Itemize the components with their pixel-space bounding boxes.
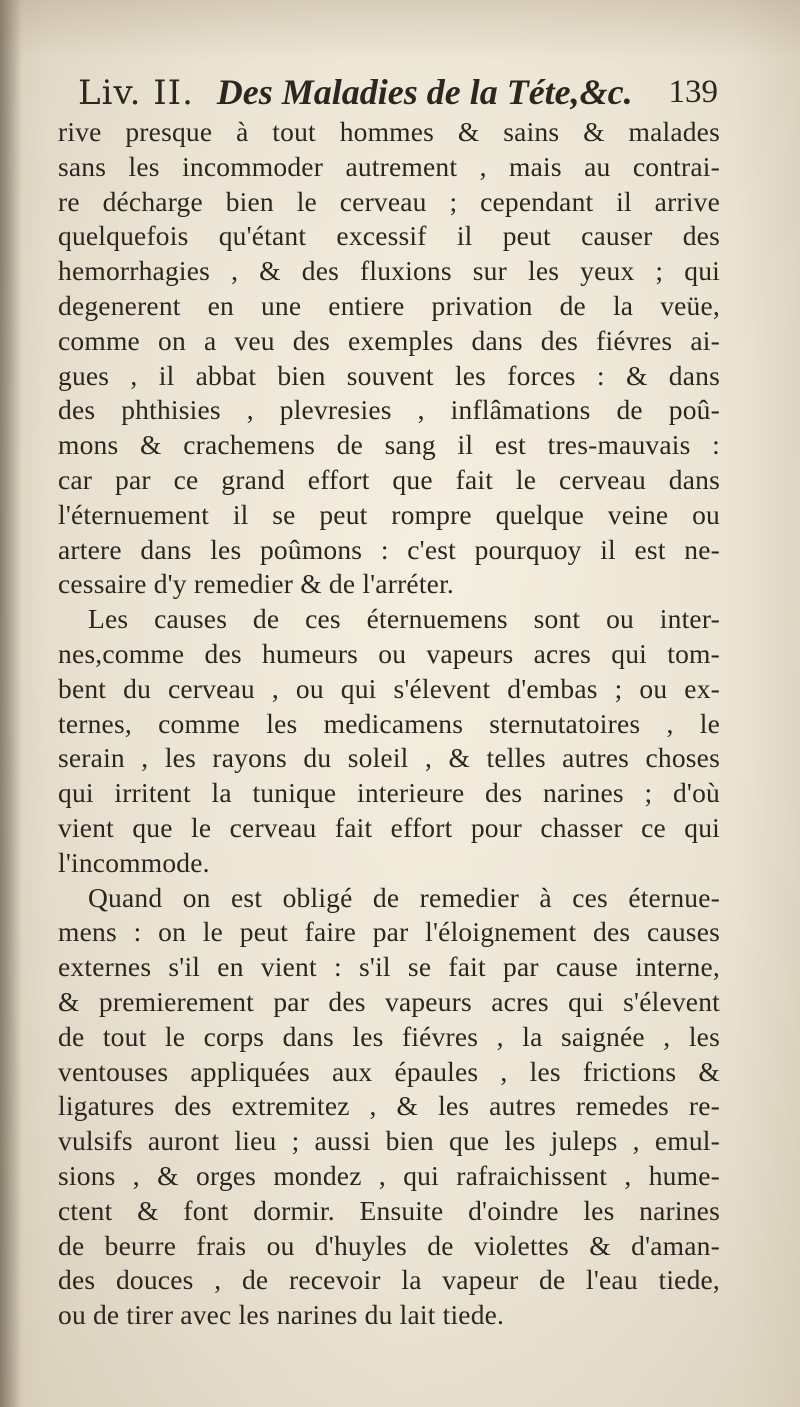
text-line: re décharge bien le cerveau ; cependant il arrive <box>58 185 720 217</box>
text-line: sans les incommoder autrement , mais au contrai- <box>58 150 720 182</box>
text-line: des douces , de recevoir la vapeur de l'eau tiede, <box>58 1264 720 1296</box>
text-line: ctent & font dormir. Ensuite d'oindre les narines <box>58 1194 720 1226</box>
text-line: cessaire d'y remedier & de l'arréter. <box>58 568 454 600</box>
text-line: de tout le corps dans les fiévres , la saignée , les <box>58 1020 720 1052</box>
text-line: de beurre frais ou d'huyles de violettes & d'aman- <box>58 1229 720 1261</box>
page-number: 139 <box>668 74 718 110</box>
text-line: hemorrhagies , & des fluxions sur les yeux ; qui <box>58 255 720 287</box>
text-line: rive presque à tout hommes & sains & malades <box>58 116 720 147</box>
text-line: quelquefois qu'étant excessif il peut causer des <box>58 220 720 252</box>
body-text <box>58 115 720 1333</box>
text-line: sions , & orges mondez , qui rafraichissent , hume- <box>58 1159 720 1191</box>
text-line: qui irritent la tunique interieure des narines ; d'où <box>58 777 720 809</box>
text-line: vient que le cerveau fait effort pour chasser ce qui <box>58 811 720 843</box>
text-line: serain , les rayons du soleil , & telles autres choses <box>58 742 720 774</box>
text-line: gues , il abbat bien souvent les forces : & dans <box>58 359 720 391</box>
text-line: mens : on le peut faire par l'éloignement des causes <box>58 916 720 948</box>
page-header <box>78 66 718 118</box>
page-stain <box>0 0 800 60</box>
paragraph <box>58 602 720 880</box>
book-number: Liv. II. <box>78 73 194 113</box>
text-line: bent du cerveau , ou qui s'élevent d'embas ; ou ex- <box>58 672 720 704</box>
paragraph <box>58 881 720 1333</box>
text-line: ligatures des extremitez , & les autres remedes re- <box>58 1090 720 1122</box>
text-line: mons & crachemens de sang il est tres-mauvais : <box>58 429 720 461</box>
text-line: Les causes de ces éternuemens sont ou inter- <box>88 603 720 635</box>
running-title: Des Maladies de la Téte,&c. <box>216 72 633 112</box>
text-line: externes s'il en vient : s'il se fait par cause interne, <box>58 951 720 983</box>
text-line: Quand on est obligé de remedier à ces éternue- <box>88 881 720 913</box>
text-line: ventouses appliquées aux épaules , les frictions & <box>58 1055 720 1087</box>
text-line: comme on a veu des exemples dans des fiévres ai- <box>58 324 720 356</box>
binding-shadow <box>0 0 22 1407</box>
text-line: & premierement par des vapeurs acres qui s'élevent <box>58 985 720 1017</box>
text-line: des phthisies , plevresies , inflâmations de poû- <box>58 394 720 426</box>
text-line: ternes, comme les medicamens sternutatoires , le <box>58 707 720 739</box>
text-line: l'incommode. <box>58 846 210 878</box>
paragraph <box>58 115 720 602</box>
text-line: nes,comme des humeurs ou vapeurs acres qui tom- <box>58 637 720 669</box>
text-line: l'éternuement il se peut rompre quelque veine ou <box>58 498 720 530</box>
text-line: vulsifs auront lieu ; aussi bien que les juleps , emul- <box>58 1125 720 1157</box>
text-line: degenerent en une entiere privation de la veüe, <box>58 289 720 321</box>
text-line: artere dans les poûmons : c'est pourquoy il est ne- <box>58 533 720 565</box>
text-line: ou de tirer avec les narines du lait tiede. <box>58 1299 505 1331</box>
text-line: car par ce grand effort que fait le cerveau dans <box>58 463 720 495</box>
